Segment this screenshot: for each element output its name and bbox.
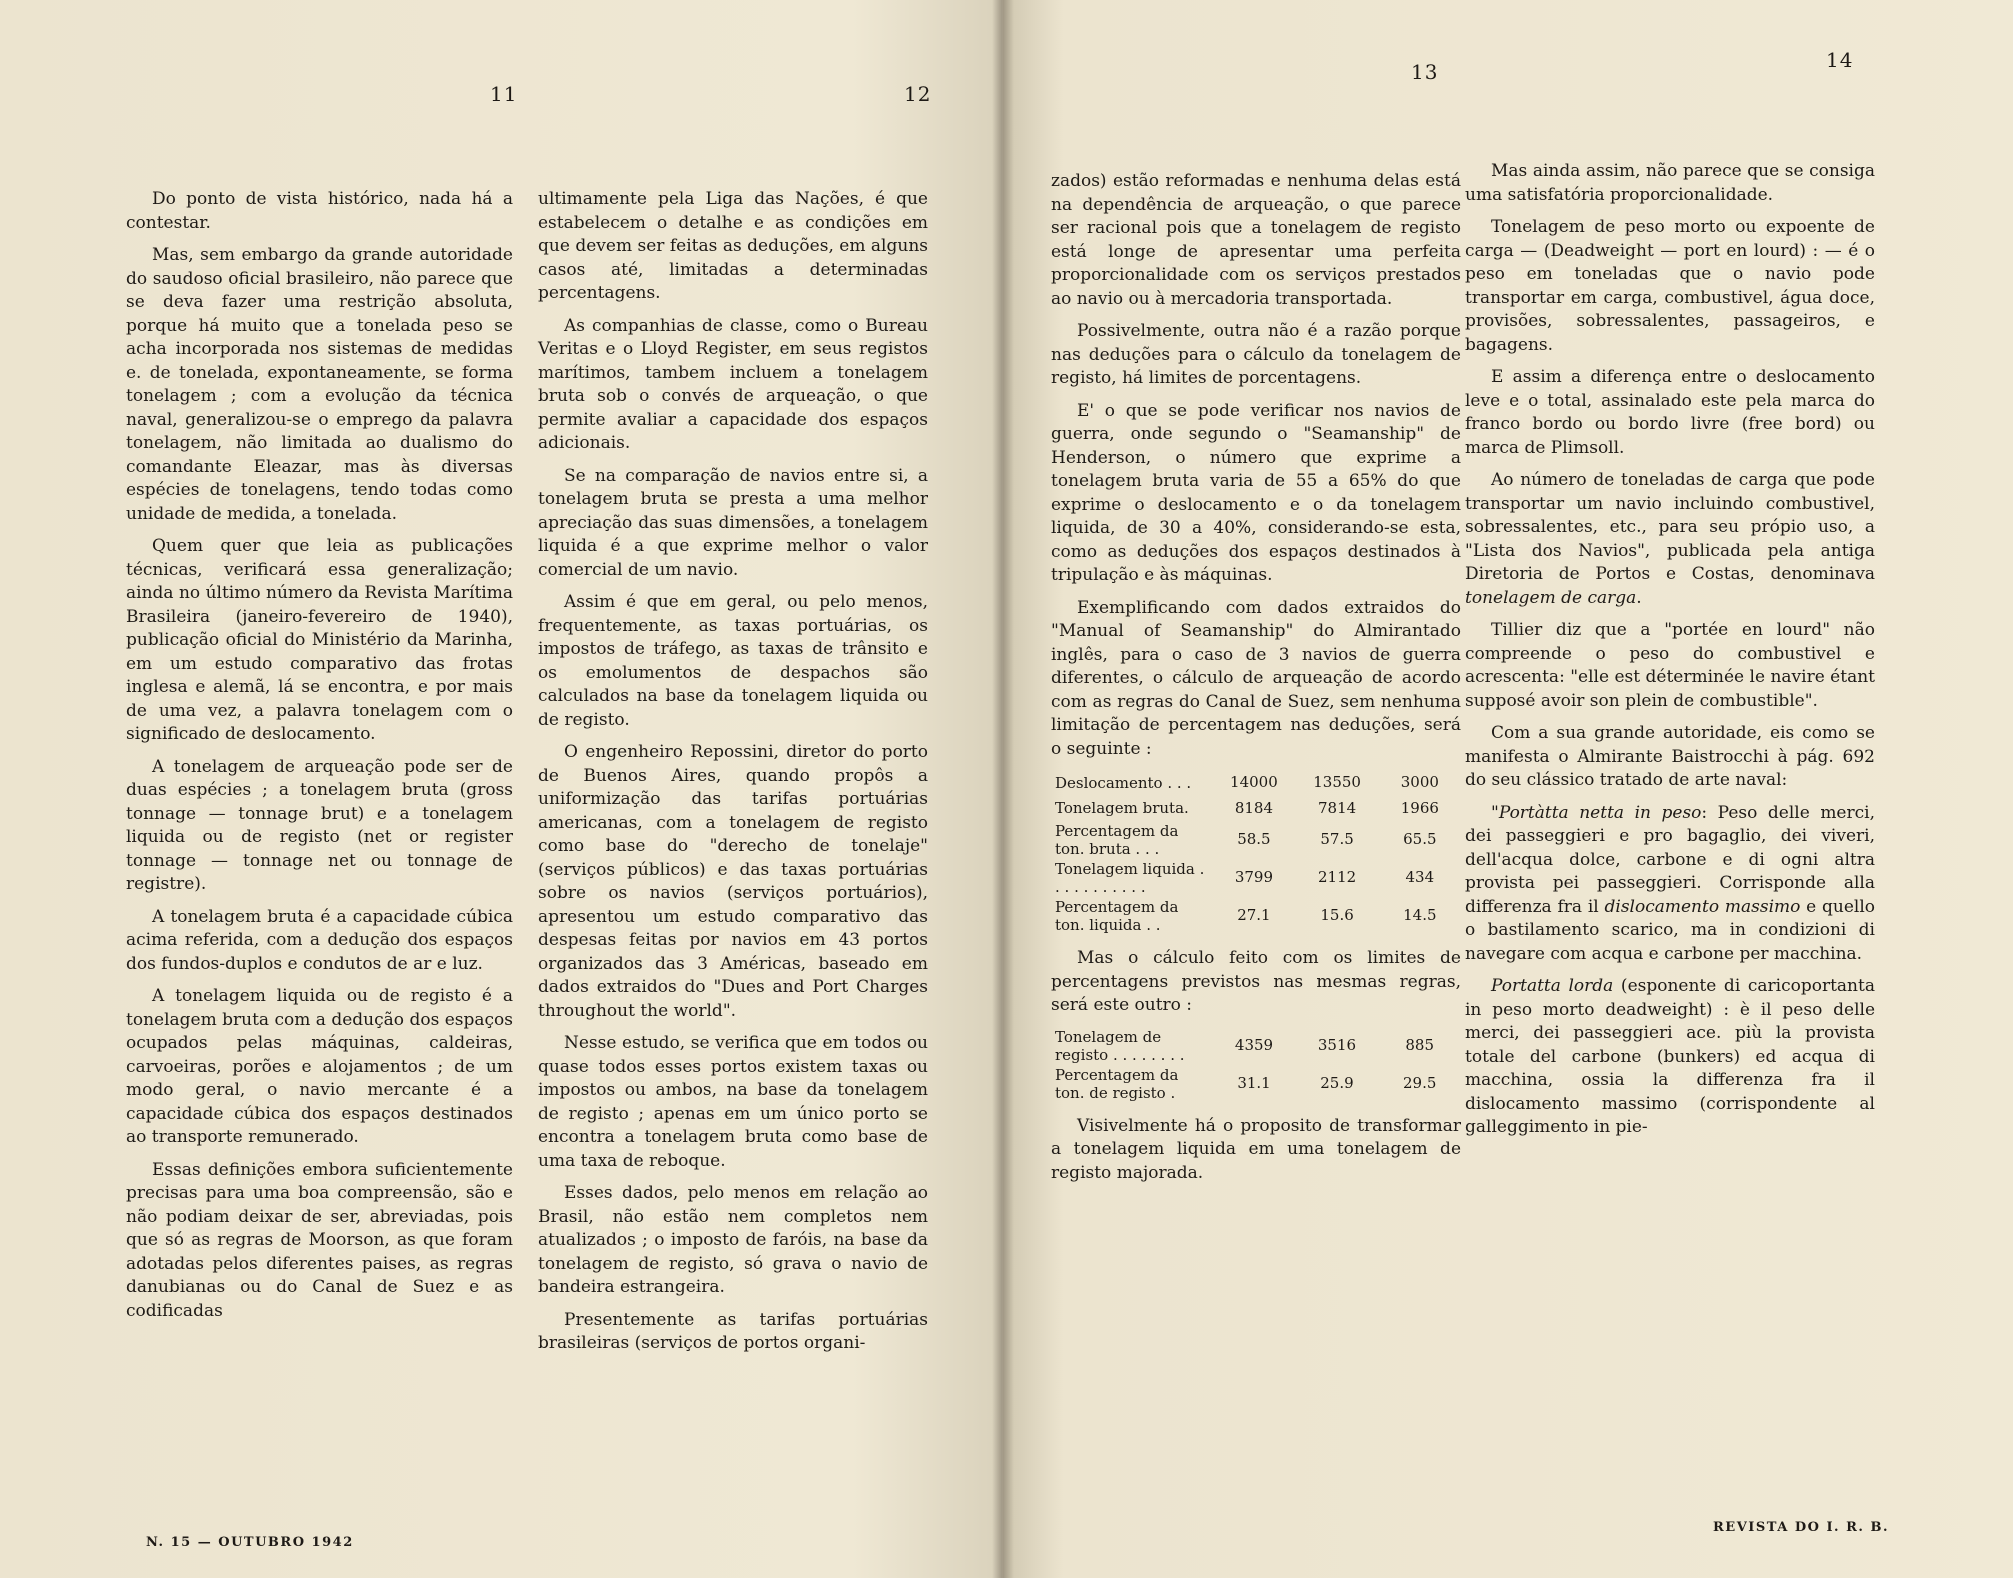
- paragraph: A tonelagem de arqueação pode ser de duas espécies ; a tonelagem bruta (gross tonnage — tonnage brut) e a tonelagem liquida ou de registo (net or register tonnage — tonnage net ou tonnage de registre).: [126, 756, 513, 894]
- table-row: [1051, 859, 1461, 897]
- column-4: [1465, 160, 1875, 1149]
- paragraph: Nesse estudo, se verifica que em todos ou quase todos esses portos existem taxas ou impostos ou ambos, na base da tonelagem de registo ; apenas em um único porto se encontra a tonelagem bruta como base de uma taxa de reboque.: [538, 1033, 928, 1171]
- text-run: e quello o bastilamento scarico, ma in condizioni di navegare com acqua e carbone per macchina.: [1465, 896, 1876, 964]
- table-cell: 4359: [1234, 1035, 1274, 1054]
- row-label: Tonelagem liquida . . . . . . . . . . .: [1055, 860, 1205, 896]
- table-row: [1051, 1065, 1461, 1103]
- table-cell: 14000: [1230, 773, 1278, 791]
- text-run: : Peso delle merci, dei passeggieri e pro bagaglio, dei viveri, dell'acqua dolce, carbone e di ogni altra provista pei passeggieri. Corrisponde alla differenza fra il: [1465, 802, 1875, 917]
- paragraph: E' o que se pode verificar nos navios de guerra, onde segundo o "Seamanship" de Henderson, o número que exprime a tonelagem bruta varia de 55 a 65% do que exprime o deslocamento e o da tonelagem liquida, de 30 a 40%, considerando-se esta, como as deduções dos espaços destinados à tripulação e às máquinas.: [1051, 400, 1461, 585]
- row-label: Percentagem da ton. de registo .: [1055, 1065, 1179, 1102]
- table-row: [1051, 897, 1461, 935]
- table-cell: 2112: [1318, 868, 1357, 887]
- table-cell: 3799: [1234, 868, 1273, 887]
- table-cell: 434: [1405, 868, 1435, 887]
- paragraph: Se na comparação de navios entre si, a tonelagem bruta se presta a uma melhor apreciação das suas dimensões, a tonelagem liquida é a que exprime melhor o valor comercial de um navio.: [538, 465, 928, 580]
- text-run: Ao número de toneladas de carga que pode transportar um navio incluindo combustivel, sobressalentes, etc., para seu própio uso, a "Lista dos Navios", publicada pela antiga Diretoria de Portos e Costas, denominava: [1465, 470, 1875, 584]
- row-label: Tonelagem bruta.: [1055, 799, 1189, 818]
- paragraph: zados) estão reformadas e nenhuma delas está na dependência de arqueação, o que parece ser racional pois que a tonelagem de registo está longe de apresentar uma perfeita proporcionalidade com os serviços prestados ao navio ou à mercadoria transportada.: [1051, 171, 1461, 309]
- tonnage-table-2: [1051, 1027, 1461, 1103]
- table-cell: 27.1: [1237, 906, 1271, 925]
- page-number-11: 11: [490, 82, 518, 106]
- row-label: Tonelagem de registo . . . . . . . .: [1055, 1027, 1185, 1064]
- table-cell: 58.5: [1237, 830, 1271, 849]
- page-number-12: 12: [904, 82, 932, 106]
- column-3: [1051, 170, 1461, 1194]
- page-number-14: 14: [1826, 48, 1854, 72]
- table-cell: 13550: [1313, 773, 1361, 791]
- emphasis: Portatta lorda: [1491, 976, 1614, 996]
- paragraph: Mas o cálculo feito com os limites de percentagens previstos nas mesmas regras, será este outro :: [1051, 948, 1461, 1015]
- paragraph: Quem quer que leia as publicações técnicas, verificará essa generalização; ainda no último número da Revista Marítima Brasileira (janeiro-fevereiro de 1940), publicação oficial do Ministério da Marinha, em um estudo comparativo das frotas inglesa e alemã, lá se encontra, e por mais de uma vez, a palavra tonelagem com o significado de deslocamento.: [126, 536, 513, 744]
- row-label: Deslocamento . . .: [1055, 773, 1192, 792]
- text-run: .: [1636, 587, 1642, 608]
- paragraph: As companhias de classe, como o Bureau Veritas e o Lloyd Register, em seus registos marítimos, tambem incluem a tonelagem bruta sob o convés de arqueação, o que permite avaliar a capacidade dos espaços adicionais.: [538, 315, 928, 453]
- table-cell: 15.6: [1320, 906, 1354, 925]
- table-cell: 1966: [1400, 798, 1439, 817]
- row-label: Percentagem da ton. liquida . .: [1055, 898, 1179, 934]
- paragraph: Assim é que em geral, ou pelo menos, frequentemente, as taxas portuárias, os impostos de tráfego, as taxas de trânsito e os emolumentos de despachos são calculados na base da tonelagem liquida ou de registo.: [538, 592, 928, 730]
- paragraph: [1465, 975, 1875, 1140]
- paragraph: A tonelagem bruta é a capacidade cúbica acima referida, com a dedução dos espaços dos fundos-duplos e condutos de ar e luz.: [126, 906, 513, 974]
- paragraph: Mas ainda assim, não parece que se consiga uma satisfatória proporcionalidade.: [1465, 161, 1875, 205]
- footer-issue: N. 15 — OUTUBRO 1942: [146, 1535, 354, 1550]
- paragraph: Presentemente as tarifas portuárias brasileiras (serviços de portos organi-: [538, 1309, 928, 1353]
- paragraph: Possivelmente, outra não é a razão porque nas deduções para o cálculo da tonelagem de registo, há limites de porcentagens.: [1051, 321, 1461, 388]
- paragraph: Com a sua grande autoridade, eis como se manifesta o Almirante Baistrocchi à pág. 692 do seu clássico tratado de arte naval:: [1465, 723, 1875, 790]
- paragraph: Visivelmente há o proposito de transformar a tonelagem liquida em uma tonelagem de registo majorada.: [1051, 1115, 1461, 1183]
- paragraph: Do ponto de vista histórico, nada há a contestar.: [126, 189, 513, 233]
- paragraph: O engenheiro Repossini, diretor do porto de Buenos Aires, quando propôs a uniformização das tarifas portuárias americanas, com a tonelagem de registo como base do "derecho de tonelaje" (serviços públicos) e das taxas portuárias sobre os navios (serviços portuários), apresentou um estudo comparativo das despesas feitas por navios em 43 portos organizados das 3 Américas, baseado em dados extraidos do "Dues and Port Charges throughout the world".: [538, 742, 928, 1021]
- table-cell: 25.9: [1320, 1073, 1354, 1092]
- table-row: [1051, 821, 1461, 859]
- column-1: [126, 188, 513, 1332]
- table-cell: 885: [1405, 1035, 1435, 1054]
- paragraph: Essas definições embora suficientemente precisas para uma boa compreensão, são e não podiam deixar de ser, abreviadas, pois que só as regras de Moorson, as que foram adotadas pelos diferentes paises, as regras danubianas ou do Canal de Suez e as codificadas: [126, 1159, 513, 1321]
- emphasis: "Portàtta netta in peso: [1491, 802, 1702, 823]
- table-cell: 7814: [1318, 798, 1357, 817]
- table-cell: 14.5: [1403, 906, 1437, 925]
- paragraph: [1465, 469, 1875, 610]
- table-cell: 29.5: [1403, 1073, 1437, 1092]
- paragraph: ultimamente pela Liga das Nações, é que estabelecem o detalhe e as condições em que devem ser feitas as deduções, em alguns casos até, limitadas a determinadas percentagens.: [538, 189, 928, 303]
- table-cell: 57.5: [1320, 830, 1354, 849]
- column-2: [538, 188, 928, 1365]
- book-gutter: [992, 0, 1014, 1578]
- paragraph: [1465, 802, 1875, 967]
- paragraph: Exemplificando com dados extraidos do "Manual of Seamanship" do Almirantado inglês, para o caso de 3 navios de guerra diferentes, o cálculo de arqueação de acordo com as regras do Canal de Suez, sem nenhuma limitação de percentagem nas deduções, será o seguinte :: [1051, 597, 1461, 759]
- table-row: [1051, 796, 1461, 822]
- paragraph: Tillier diz que a "portée en lourd" não compreende o peso do combustivel e acrescenta: "elle est déterminée le navire étant supposé avoir son plein de combustible".: [1465, 620, 1875, 711]
- table-row: [1051, 770, 1461, 796]
- text-run: (esponente di caricoportanta in peso morto deadweight) : è il peso delle merci, dei passeggieri ace. più la provista totale del carbone (bunkers) ed acqua di macchina, ossia la differenza fra il dislocamento massimo (corrispondente al galleggimento in pie-: [1465, 976, 1875, 1137]
- paragraph: A tonelagem liquida ou de registo é a tonelagem bruta com a dedução dos espaços ocupados pelas máquinas, caldeiras, carvoeiras, porões e alojamentos ; de um modo geral, o navio mercante é a capacidade cúbica dos espaços destinados ao transporte remunerado.: [126, 986, 513, 1147]
- paragraph: Tonelagem de peso morto ou expoente de carga — (Deadweight — port en lourd) : — é o peso em toneladas que o navio pode transportar em carga, combustivel, água doce, provisões, sobressalentes, passageiros, e bagagens.: [1465, 217, 1875, 355]
- page-number-13: 13: [1411, 60, 1439, 84]
- table-cell: 8184: [1234, 798, 1273, 817]
- paragraph: Esses dados, pelo menos em relação ao Brasil, não estão nem completos nem atualizados ; o imposto de faróis, na base da tonelagem de registo, só grava o navio de bandeira estrangeira.: [538, 1183, 928, 1297]
- table-cell: 3000: [1400, 773, 1439, 791]
- table-cell: 3516: [1317, 1035, 1357, 1054]
- tonnage-table-1: [1051, 770, 1461, 935]
- paragraph: E assim a diferença entre o deslocamento leve e o total, assinalado este pela marca do franco bordo ou bordo livre (free bord) ou marca de Plimsoll.: [1465, 367, 1875, 458]
- row-label: Percentagem da ton. bruta . . .: [1055, 822, 1179, 858]
- footer-journal: REVISTA DO I. R. B.: [1713, 1520, 1889, 1535]
- table-row: [1051, 1027, 1461, 1065]
- table-cell: 31.1: [1237, 1073, 1271, 1092]
- emphasis: dislocamento massimo: [1604, 896, 1801, 917]
- paragraph: Mas, sem embargo da grande autoridade do saudoso oficial brasileiro, não parece que se deva fazer uma restrição absoluta, porque há muito que a tonelada peso se acha incorporada nos sistemas de medidas e. de tonelada, expontaneamente, se forma tonelagem ; com a evolução da técnica naval, generalizou-se o emprego da palavra tonelagem, não limitada ao dualismo do comandante Eleazar, mas às diversas espécies de tonelagens, tendo todas como unidade de medida, a tonelada.: [126, 245, 513, 524]
- emphasis: tonelagem de carga: [1465, 587, 1637, 608]
- table-cell: 65.5: [1403, 830, 1437, 849]
